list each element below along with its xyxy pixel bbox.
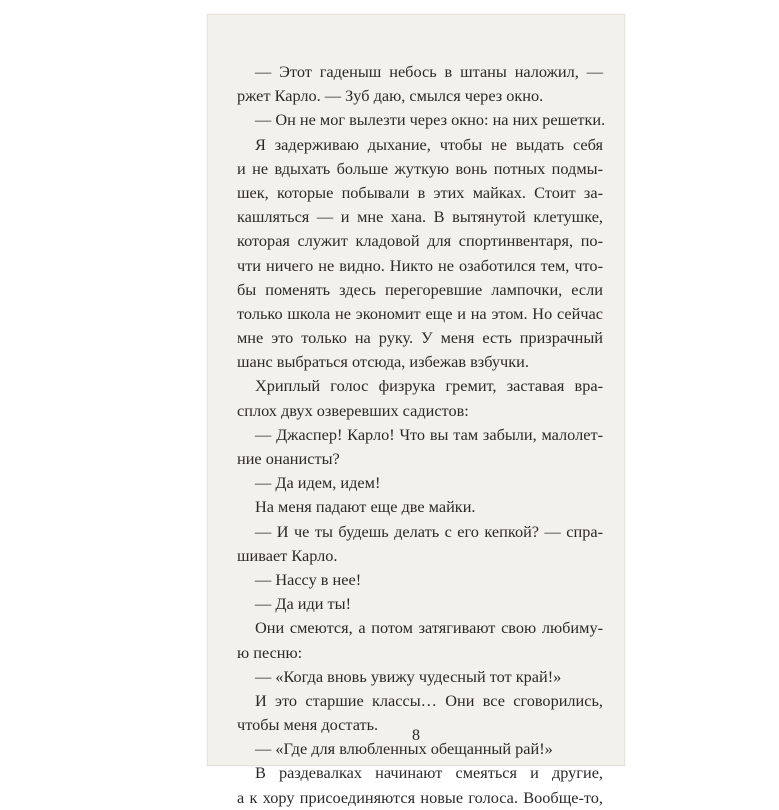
text-line: Они смеются, а потом затягивают свою любиму- <box>255 618 603 638</box>
text-line: Я задерживаю дыхание, чтобы не выдать себя <box>255 134 603 154</box>
text-line: — Нассу в нее! <box>255 569 362 589</box>
text-line: Хриплый голос физрука гремит, заставая вра- <box>255 376 603 396</box>
text-line: — Да идем, идем! <box>255 473 381 493</box>
text-line: ю песню: <box>237 642 303 662</box>
text-line: На меня падают еще две майки. <box>255 497 476 517</box>
text-line: бы поменять здесь перегоревшие лампочки, если <box>237 279 603 299</box>
text-line: шивает Карло. <box>237 545 338 565</box>
book-page <box>207 14 625 807</box>
text-line: — Он не мог вылезти через окно: на них решетки. <box>255 110 606 130</box>
text-line: мне это только на руку. У меня есть призрачный <box>237 328 603 348</box>
text-line: только школа не экономит еще и на этом. Но сейчас <box>237 303 603 323</box>
text-line: — Этот гаденыш небось в штаны наложил, — <box>255 62 603 81</box>
text-line: чтобы меня достать. <box>237 715 379 735</box>
page-number: 8 <box>412 727 420 744</box>
text-line: — Джаспер! Карло! Что вы там забыли, малолет- <box>255 424 603 444</box>
text-line: сплох двух озверевших садистов: <box>237 400 469 420</box>
text-line: — Да иди ты! <box>255 594 352 614</box>
text-line: ржет Карло. — Зуб даю, смылся через окно. <box>237 86 544 106</box>
text-line: которая служит кладовой для спортинвентаря, по- <box>237 231 603 251</box>
text-line: — И че ты будешь делать с его кепкой? — спра- <box>255 521 603 541</box>
text-line: — «Когда вновь увижу чудесный тот край!» <box>255 666 562 686</box>
body-text <box>237 60 606 810</box>
text-line: кашляться — и мне хана. В вытянутой клетушке, <box>237 207 603 227</box>
text-line: В раздевалках начинают смеяться и другие, <box>255 763 603 783</box>
text-line: а к хору присоединяются новые голоса. Вообще-то, <box>237 787 603 807</box>
text-line: — «Где для влюбленных обещанный рай!» <box>255 739 553 759</box>
text-line: шек, которые побывали в этих майках. Стоит за- <box>237 182 603 202</box>
text-line: ние онанисты? <box>237 449 340 468</box>
text-line: чти ничего не видно. Никто не озаботился тем, что- <box>237 255 603 275</box>
text-line: шанс выбраться отсюда, избежав взбучки. <box>237 352 529 372</box>
text-line: и не вдыхать больше жуткую вонь потных подмы- <box>237 158 603 178</box>
text-line: И это старшие классы… Они все сговорились, <box>255 690 603 710</box>
